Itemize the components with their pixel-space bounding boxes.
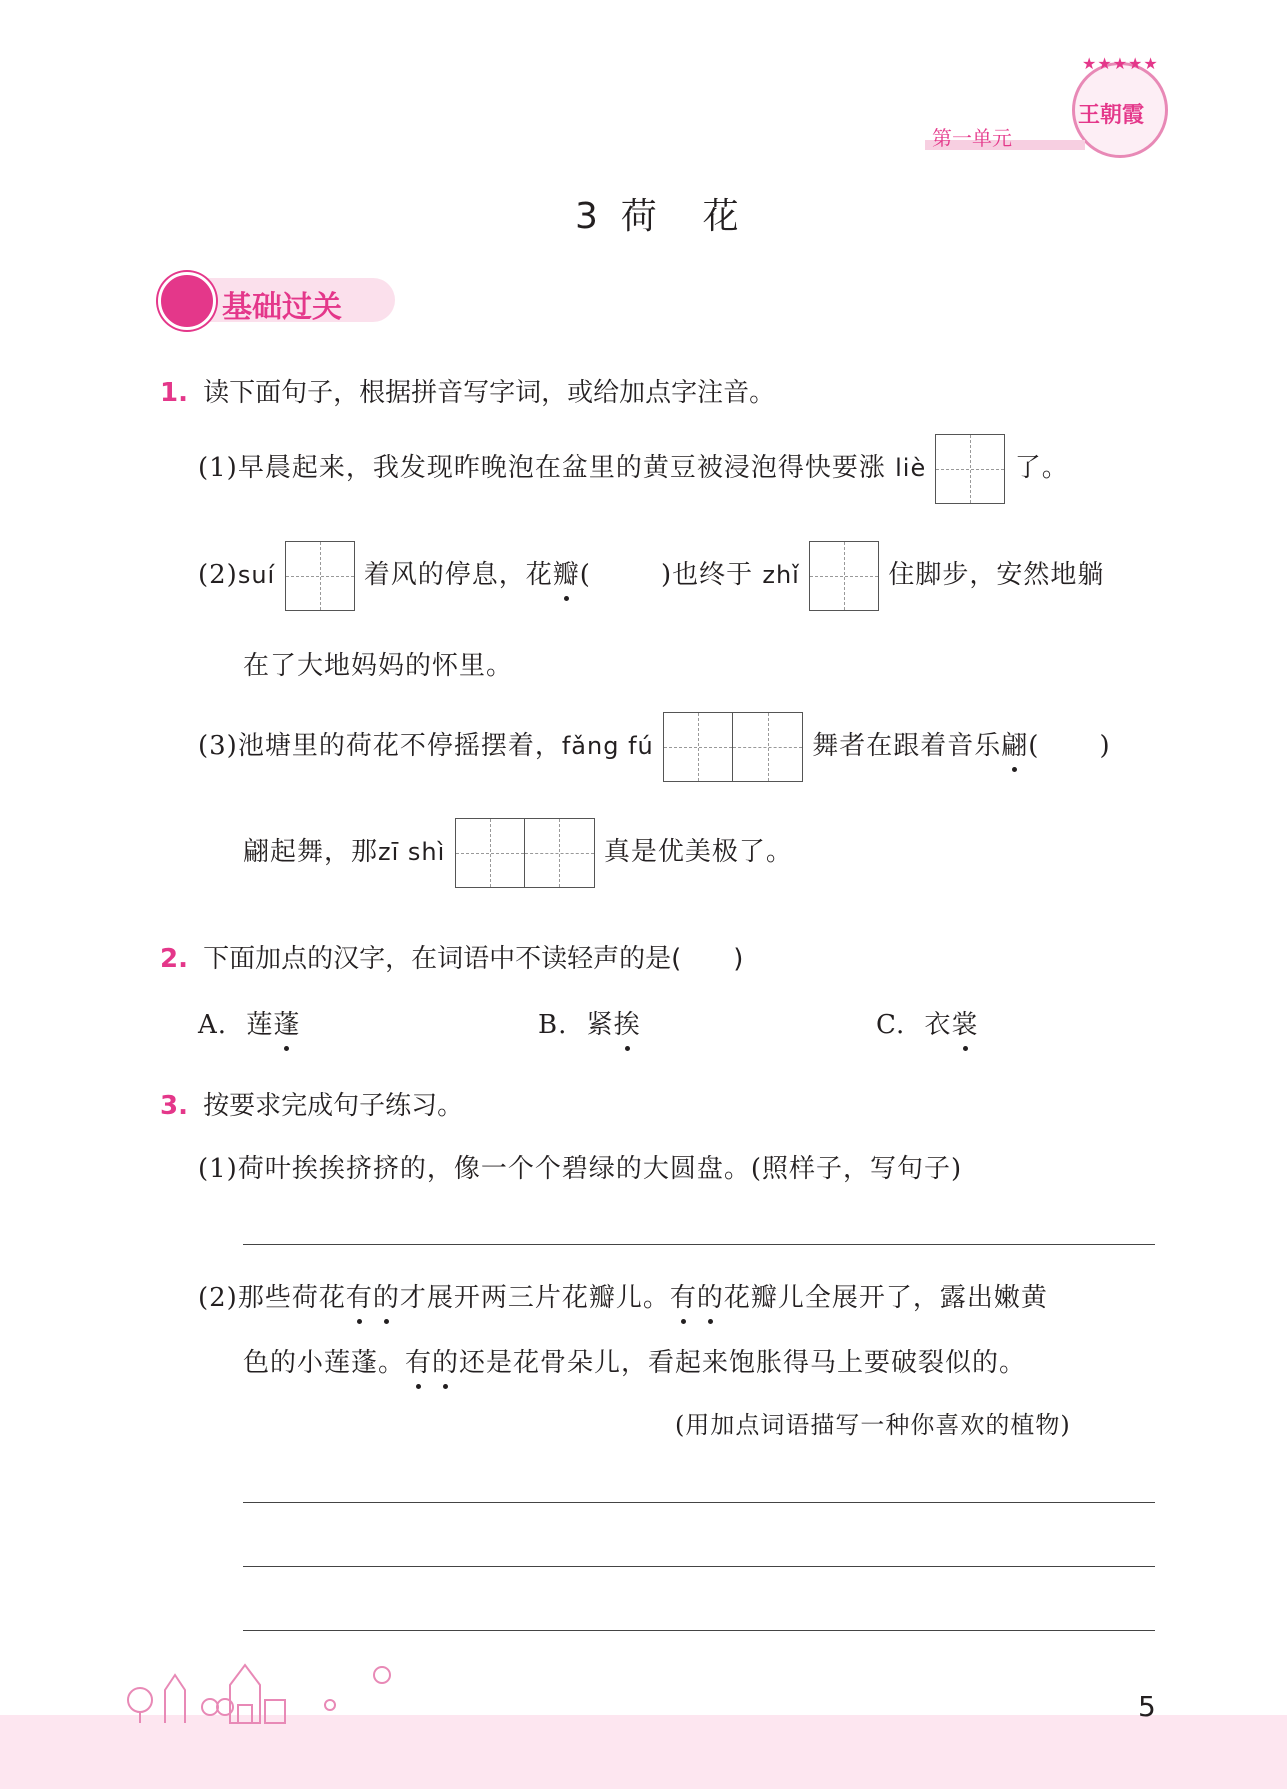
unit-label: 第一单元 xyxy=(932,126,1012,150)
question-2 xyxy=(160,938,743,975)
question-text: 读下面句子，根据拼音写字词，或给加点字注音。 xyxy=(203,378,776,408)
page-number: 5 xyxy=(1138,1690,1156,1723)
answer-box[interactable] xyxy=(733,712,803,782)
pinyin: zhǐ xyxy=(762,561,800,589)
question-number: 3. xyxy=(160,1091,188,1121)
pinyin: fǎng fú xyxy=(561,732,654,760)
girl-avatar-icon xyxy=(158,272,216,330)
star-icons: ★★★★★ xyxy=(1082,54,1159,73)
question-number: 1. xyxy=(160,378,188,408)
q1-sentence-3-cont: 翩起舞，那zī shì 真是优美极了。 xyxy=(243,818,793,888)
option-a[interactable]: A. 莲蓬 xyxy=(198,1004,300,1041)
q1-sentence-1: (1)早晨起来，我发现昨晚泡在盆里的黄豆被浸泡得快要涨 liè 了。 xyxy=(198,434,1069,504)
dotted-char: 挨 xyxy=(614,1004,641,1041)
dotted-char: 有 xyxy=(346,1277,373,1314)
page-title: 3 荷 花 xyxy=(575,196,739,237)
q3-sentence-2: (2)那些荷花有的才展开两三片花瓣儿。有的花瓣儿全展开了，露出嫩黄 xyxy=(198,1277,1048,1314)
answer-box[interactable] xyxy=(285,541,355,611)
q1-sentence-2: (2)suí 着风的停息，花瓣( )也终于 zhǐ 住脚步，安然地躺 xyxy=(198,541,1104,611)
answer-box[interactable] xyxy=(455,818,525,888)
dotted-char: 有 xyxy=(405,1342,432,1379)
pinyin: liè xyxy=(895,454,927,482)
q1-sentence-3: (3)池塘里的荷花不停摇摆着，fǎng fú 舞者在跟着音乐翩( ) xyxy=(198,712,1111,782)
dotted-char: 的 xyxy=(373,1277,400,1314)
option-b[interactable]: B. 紧挨 xyxy=(538,1004,641,1041)
footer-band xyxy=(0,1715,1287,1789)
answer-box[interactable] xyxy=(525,818,595,888)
pinyin: zī shì xyxy=(378,838,446,866)
question-text: 按要求完成句子练习。 xyxy=(203,1091,464,1121)
option-c[interactable]: C. 衣裳 xyxy=(876,1004,979,1041)
question-3 xyxy=(160,1085,463,1122)
castle-doodle-icon xyxy=(120,1645,420,1725)
dotted-char: 蓬 xyxy=(273,1004,300,1041)
question-number: 2. xyxy=(160,944,188,974)
question-text: 下面加点的汉字，在词语中不读轻声的是( ) xyxy=(203,944,744,974)
brand-logo: 王朝霞 xyxy=(1078,102,1145,128)
section-title: 基础过关 xyxy=(222,290,342,325)
dotted-char: 瓣 xyxy=(553,554,580,591)
answer-box[interactable] xyxy=(935,434,1005,504)
answer-box[interactable] xyxy=(663,712,733,782)
q3-sentence-2-cont: 色的小莲蓬。有的还是花骨朵儿，看起来饱胀得马上要破裂似的。 xyxy=(243,1342,1026,1379)
answer-box-group xyxy=(663,712,803,782)
q1-sentence-2-cont: 在了大地妈妈的怀里。 xyxy=(243,651,514,681)
dotted-char: 翩 xyxy=(1001,725,1028,762)
answer-box-group xyxy=(455,818,595,888)
pinyin: suí xyxy=(237,561,276,589)
answer-line[interactable] xyxy=(243,1244,1155,1245)
dotted-char: 裳 xyxy=(952,1004,979,1041)
answer-line[interactable] xyxy=(243,1566,1155,1567)
answer-line[interactable] xyxy=(243,1502,1155,1503)
dotted-char: 的 xyxy=(697,1277,724,1314)
dotted-char: 有 xyxy=(670,1277,697,1314)
dotted-char: 的 xyxy=(432,1342,459,1379)
answer-box[interactable] xyxy=(809,541,879,611)
q3-sentence-1: (1)荷叶挨挨挤挤的，像一个个碧绿的大圆盘。(照样子，写句子) xyxy=(198,1154,963,1184)
question-1 xyxy=(160,372,775,409)
answer-line[interactable] xyxy=(243,1630,1155,1631)
q3-hint: (用加点词语描写一种你喜欢的植物) xyxy=(675,1411,1071,1439)
